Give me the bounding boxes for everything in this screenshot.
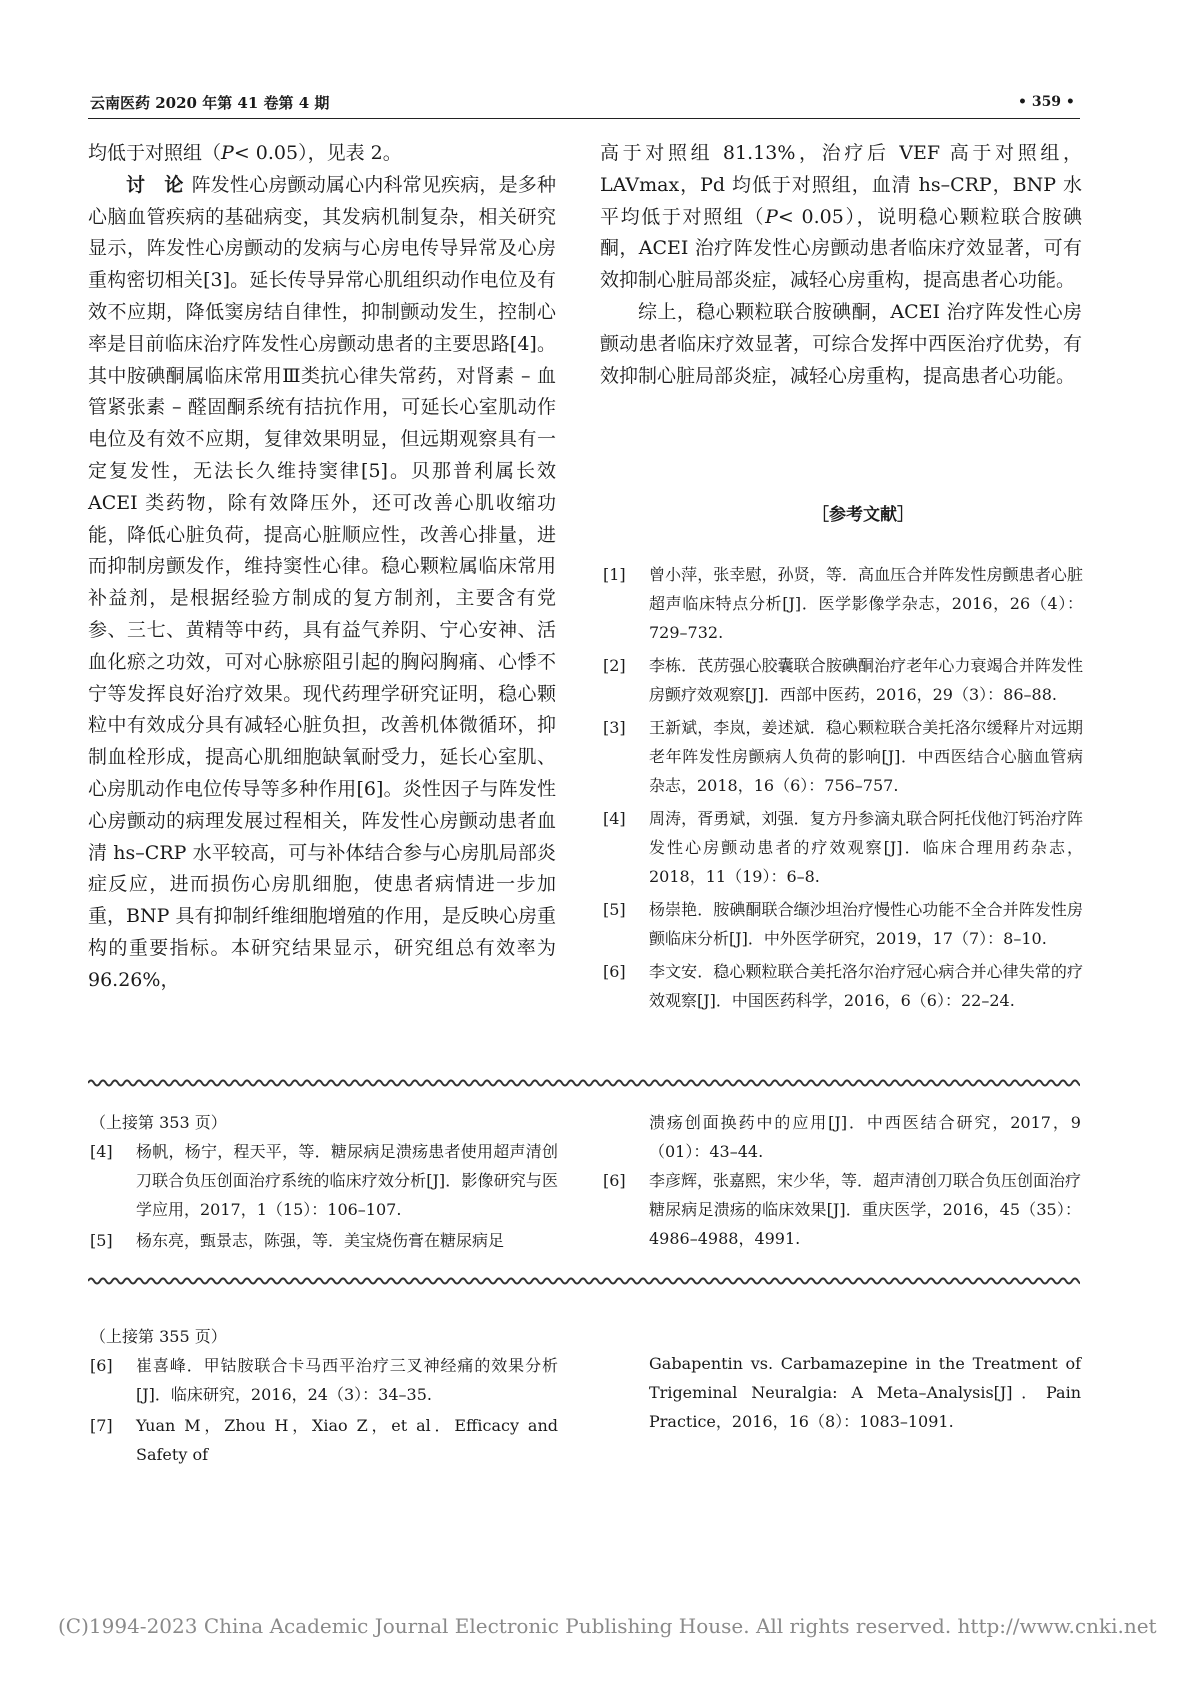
continued-block-353-right	[603, 1108, 1081, 1255]
right-column	[600, 138, 1082, 392]
reference-item	[603, 1166, 1081, 1253]
page-number: • 359 •	[1018, 94, 1075, 110]
reference-item	[603, 804, 1083, 891]
reference-item	[90, 1411, 558, 1469]
reference-text: 杨帆，杨宁，程天平，等．糖尿病足溃疡患者使用超声清创刀联合负压创面治疗系统的临床疗效分析[J]．影像研究与医学应用，2017，1（15）：106–107.	[136, 1142, 558, 1219]
reference-item	[90, 1137, 558, 1224]
reference-number: [4]	[90, 1142, 113, 1161]
reference-item	[603, 957, 1083, 1015]
continued-block-353-left	[90, 1108, 558, 1257]
reference-number: [6]	[90, 1356, 113, 1375]
header-rule	[88, 118, 1080, 119]
reference-text: 李栋．芪苈强心胶囊联合胺碘酮治疗老年心力衰竭合并阵发性房颤疗效观察[J]．西部中医药，2016，29（3）：86–88.	[649, 656, 1083, 704]
reference-item	[90, 1226, 558, 1255]
reference-item	[603, 560, 1083, 647]
reference-number: [7]	[90, 1416, 113, 1435]
copyright-footer: (C)1994-2023 China Academic Journal Electronic Publishing House. All rights reserved. http://www.cnki.net	[58, 1614, 1157, 1638]
reference-number: [6]	[603, 962, 626, 981]
references-title: ［参考文献］	[812, 505, 914, 525]
conclusion-paragraph-1: 高于对照组 81.13%，治疗后 VEF 高于对照组，LAVmax，Pd 均低于对照组，血清 hs–CRP，BNP 水平均低于对照组（P< 0.05），说明稳心颗粒联合胺碘酮，ACEI 治疗阵发性心房颤动患者临床疗效显著，可有效抑制心脏局部炎症，减轻心房重构，提高患者心功能。	[600, 142, 1082, 292]
reference-text: 杨崇艳．胺碘酮联合缬沙坦治疗慢性心功能不全合并阵发性房颤临床分析[J]．中外医学研究，2019，17（7）：8–10.	[649, 900, 1083, 948]
reference-number: [5]	[603, 900, 626, 919]
reference-text: 崔喜峰．甲钴胺联合卡马西平治疗三叉神经痛的效果分析[J]．临床研究，2016，24（3）：34–35.	[136, 1356, 558, 1404]
reference-number: [3]	[603, 718, 626, 737]
reference-number: [5]	[90, 1231, 113, 1250]
reference-text: Yuan M，Zhou H，Xiao Z，et al．Efficacy and Safety of	[136, 1416, 558, 1464]
discussion-paragraph: 讨 论 阵发性心房颤动属心内科常见疾病，是多种心脑血管疾病的基础病变，其发病机制复杂，相关研究显示，阵发性心房颤动的发病与心房电传导异常及心房重构密切相关[3]。延长传导异常心肌组织动作电位及有效不应期，降低窦房结自律性，抑制颤动发生，控制心率是目前临床治疗阵发性心房颤动患者的主要思路[4]。其中胺碘酮属临床常用Ⅲ类抗心律失常药，对肾素 – 血管紧张素 – 醛固酮系统有拮抗作用，可延长心室肌动作电位及有效不应期，复律效果明显，但远期观察具有一定复发性，无法长久维持窦律[5]。贝那普利属长效 ACEI 类药物，除有效降压外，还可改善心肌收缩功能，降低心脏负荷，提高心脏顺应性，改善心排量，进而抑制房颤发作，维持窦性心律。稳心颗粒属临床常用补益剂，是根据经验方制成的复方制剂，主要含有党参、三七、黄精等中药，具有益气养阴、宁心安神、活血化瘀之功效，可对心脉瘀阻引起的胸闷胸痛、心悸不宁等发挥良好治疗效果。现代药理学研究证明，稳心颗粒中有效成分具有减轻心脏负担，改善机体微循环，抑制血栓形成，提高心肌细胞缺氧耐受力，延长心室肌、心房肌动作电位传导等多种作用[6]。炎性因子与阵发性心房颤动的病理发展过程相关，阵发性心房颤动患者血清 hs–CRP 水平较高，可与补体结合参与心房肌局部炎症反应，进而损伤心房肌细胞，使患者病情进一步加重，BNP 具有抑制纤维细胞增殖的作用，是反映心房重构的重要指标。本研究结果显示，研究组总有效率为 96.26%，	[88, 173, 556, 991]
reference-text: 李彦辉，张嘉熙，宋少华，等．超声清创刀联合负压创面治疗糖尿病足溃疡的临床效果[J]．重庆医学，2016，45（35）：4986–4988，4991.	[649, 1171, 1082, 1248]
reference-text: 周涛，胥勇斌，刘强．复方丹参滴丸联合阿托伐他汀钙治疗阵发性心房颤动患者的疗效观察[J]．临床合理用药杂志，2018，11（19）：6–8.	[649, 809, 1083, 886]
section-divider	[88, 1276, 1080, 1286]
continued-block-355-left	[90, 1322, 558, 1471]
reference-text: 杨东亮，甄景志，陈强，等．美宝烧伤膏在糖尿病足	[136, 1231, 505, 1250]
continued-block-355-right	[603, 1349, 1081, 1436]
reference-item	[603, 713, 1083, 800]
reference-number: [6]	[603, 1171, 626, 1190]
reference-text: 李文安．稳心颗粒联合美托洛尔治疗冠心病合并心律失常的疗效观察[J]．中国医药科学，2016，6（6）：22–24.	[649, 962, 1083, 1010]
reference-item	[603, 895, 1083, 953]
reference-number: [1]	[603, 565, 626, 584]
reference-text: 王新斌，李岚，姜述斌．稳心颗粒联合美托洛尔缓释片对远期老年阵发性房颤病人负荷的影响[J]．中西医结合心脑血管病杂志，2018，16（6）：756–757.	[649, 718, 1083, 795]
continued-title: （上接第 355 页）	[90, 1327, 227, 1346]
reference-text: 曾小萍，张幸慰，孙贤，等．高血压合并阵发性房颤患者心脏超声临床特点分析[J]．医学影像学杂志，2016，26（4）：729–732.	[649, 565, 1083, 642]
section-divider	[88, 1078, 1080, 1088]
reference-item	[603, 651, 1083, 709]
left-column	[88, 138, 556, 997]
references-list	[603, 560, 1083, 1019]
continued-reference-text: Gabapentin vs. Carbamazepine in the Treatment of Trigeminal Neuralgia: A Meta–Analysis[J]．Pain Practice，2016，16（8）：1083–1091.	[649, 1354, 1081, 1431]
discussion-heading: 讨 论	[126, 173, 184, 196]
reference-item	[90, 1351, 558, 1409]
reference-number: [2]	[603, 656, 626, 675]
continued-reference-text: 溃疡创面换药中的应用[J]．中西医结合研究，2017，9（01）：43–44.	[649, 1113, 1081, 1161]
journal-header: 云南医药 2020 年第 41 卷第 4 期	[90, 94, 330, 112]
reference-number: [4]	[603, 809, 626, 828]
continued-title: （上接第 353 页）	[90, 1113, 227, 1132]
results-sentence: 均低于对照组（P< 0.05），见表 2。	[88, 142, 402, 164]
conclusion-paragraph-2: 综上，稳心颗粒联合胺碘酮，ACEI 治疗阵发性心房颤动患者临床疗效显著，可综合发挥中西医治疗优势，有效抑制心脏局部炎症，减轻心房重构，提高患者心功能。	[600, 300, 1082, 387]
